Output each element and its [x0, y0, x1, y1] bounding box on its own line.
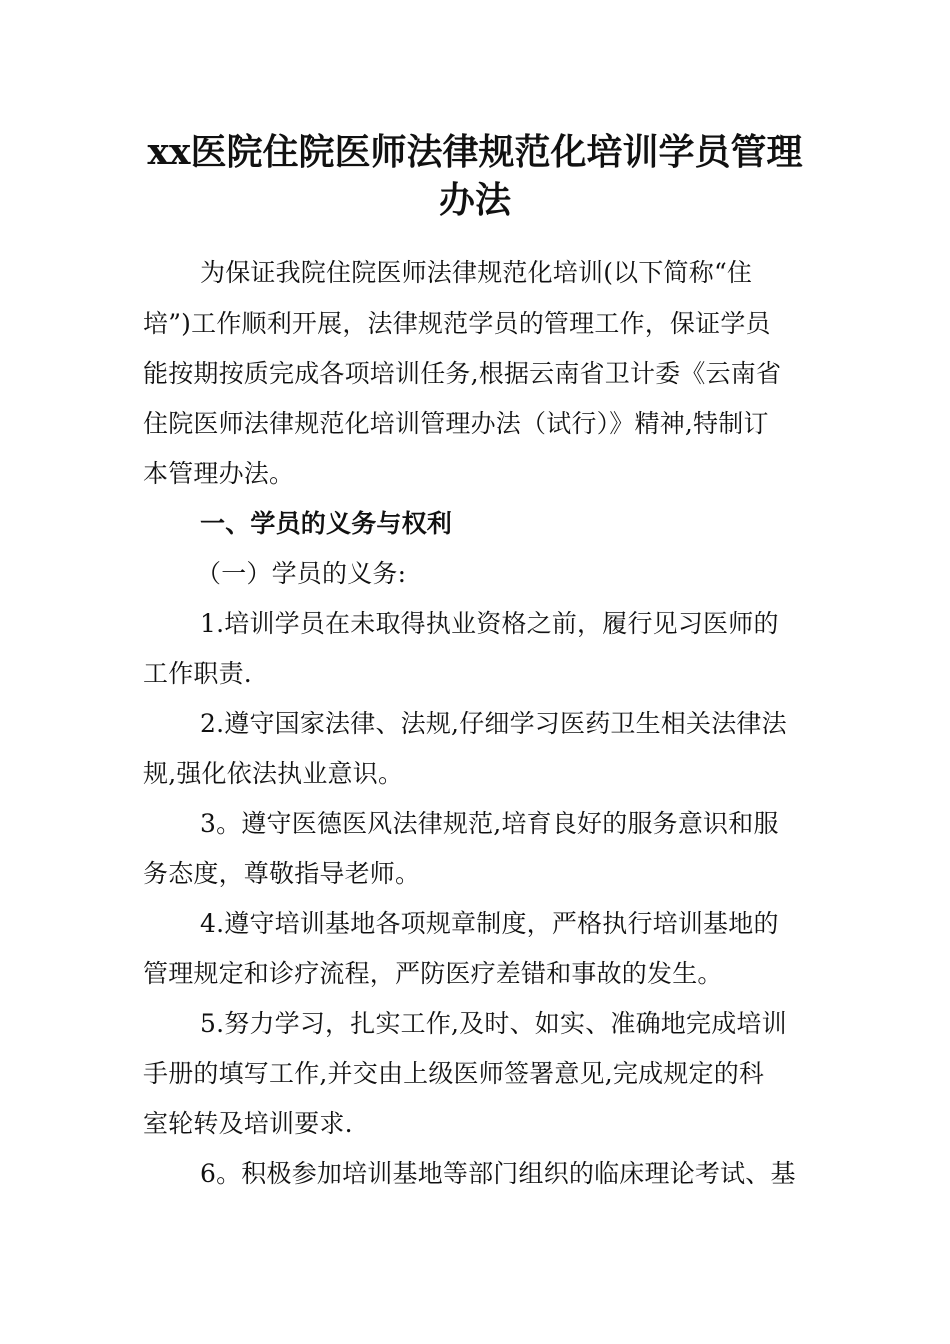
subsection-heading-duties: （一）学员的义务: — [196, 559, 407, 588]
duty-2-line-1: 2.遵守国家法律、法规,仔细学习医药卫生相关法律法 — [200, 709, 787, 738]
document-title-line-1: xx医院住院医师法律规范化培训学员管理 — [147, 131, 803, 173]
document-title-line-2: 办法 — [438, 179, 511, 221]
duty-3-line-2: 务态度，尊敬指导老师。 — [143, 859, 421, 888]
paragraph-intro-line-2: 培”)工作顺利开展，法律规范学员的管理工作，保证学员 — [143, 309, 771, 338]
section-heading-duties-rights: 一、学员的义务与权利 — [200, 509, 453, 538]
paragraph-intro-line-5: 本管理办法。 — [143, 459, 295, 488]
duty-6-line-1: 6。积极参加培训基地等部门组织的临床理论考试、基 — [200, 1159, 796, 1188]
duty-5-line-3: 室轮转及培训要求. — [143, 1109, 353, 1138]
paragraph-intro-line-1: 为保证我院住院医师法律规范化培训(以下简称“住 — [200, 258, 753, 287]
duty-1-line-2: 工作职责. — [143, 659, 252, 688]
duty-5-line-2: 手册的填写工作,并交由上级医师签署意见,完成规定的科 — [143, 1059, 765, 1088]
paragraph-intro-line-3: 能按期按质完成各项培训任务,根据云南省卫计委《云南省 — [143, 359, 782, 388]
paragraph-intro-line-4: 住院医师法律规范化培训管理办法（试行）》精神,特制订 — [143, 409, 769, 438]
duty-5-line-1: 5.努力学习，扎实工作,及时、如实、准确地完成培训 — [200, 1009, 787, 1038]
duty-4-line-2: 管理规定和诊疗流程，严防医疗差错和事故的发生。 — [143, 959, 723, 988]
duty-3-line-1: 3。遵守医德医风法律规范,培育良好的服务意识和服 — [200, 809, 779, 838]
duty-2-line-2: 规,强化依法执业意识。 — [143, 759, 404, 788]
duty-4-line-1: 4.遵守培训基地各项规章制度，严格执行培训基地的 — [200, 909, 779, 938]
duty-1-line-1: 1.培训学员在未取得执业资格之前，履行见习医师的 — [200, 609, 779, 638]
